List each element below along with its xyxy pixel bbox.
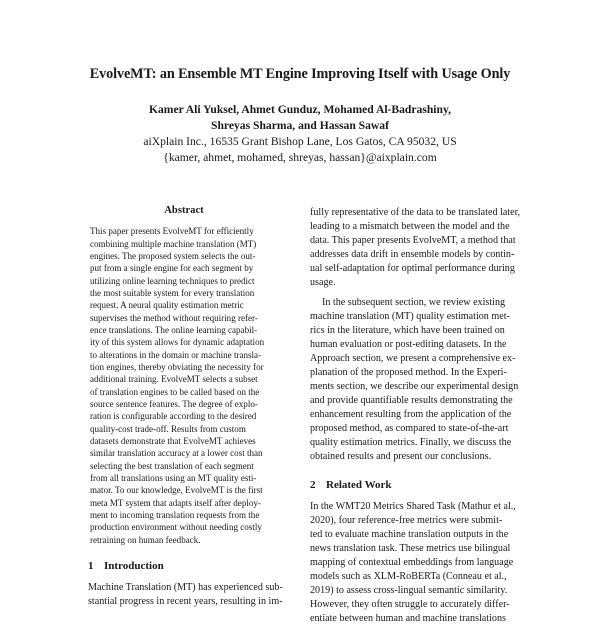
introduction-heading <box>88 560 280 573</box>
related-work-body <box>310 500 529 626</box>
emails: {kamer, ahmet, mohamed, shreyas, hassan}@aixplain.com <box>163 151 437 164</box>
abstract-line: ence translations. The online learning capabil- <box>90 324 258 335</box>
section-number: 1 <box>88 560 94 573</box>
intro-line: Machine Translation (MT) has experienced sub- <box>88 582 283 594</box>
abstract-line: tion engines, thereby obviating the necessity for <box>90 361 264 372</box>
body-line: rics in the literature, which have been trained on <box>310 325 505 336</box>
body-line: news translation task. These metrics use bilingual <box>310 543 511 554</box>
abstract-line: source sentence features. The degree of explo- <box>90 399 258 410</box>
abstract-line: production environment without needing costly <box>90 522 262 533</box>
body-line: addresses data drift in ensemble models by contin- <box>310 249 515 260</box>
body-line: fully representative of the data to be translated later, <box>310 207 521 218</box>
authors-line-2: Shreyas Sharma, and Hassan Sawaf <box>211 119 389 132</box>
authors-line-1: Kamer Ali Yuksel, Ahmet Gunduz, Mohamed Al-Badrashiny, <box>148 103 452 116</box>
body-line: In the WMT20 Metrics Shared Task (Mathur et al., <box>310 501 516 512</box>
body-line: enhancement resulting from the application of the <box>310 409 512 420</box>
section-title: Introduction <box>104 560 164 573</box>
body-line: In the subsequent section, we review existing <box>322 297 506 308</box>
affiliation: aiXplain Inc., 16535 Grant Bishop Lane, Los Gatos, CA 95032, US <box>143 135 457 148</box>
body-line: 2020), four reference-free metrics were submit- <box>310 515 503 526</box>
abstract-line: selecting the best translation of each segment <box>90 460 254 471</box>
author-block <box>0 102 600 166</box>
right-column <box>310 206 529 626</box>
body-line: proposed method, as compared to state-of-the-art <box>310 423 509 434</box>
abstract-line: additional training. EvolveMT selects a subset <box>90 374 258 385</box>
abstract-line: ration is configurable according to the desired <box>90 411 257 422</box>
paragraph-outline <box>310 296 529 464</box>
abstract-line: retraining on human feedback. <box>90 534 201 545</box>
abstract-line: ment to incoming translation requests from the <box>90 510 260 521</box>
abstract-line: engines. The proposed system selects the out- <box>90 250 256 261</box>
abstract-line: quality-cost trade-off. Results from custom <box>90 423 246 434</box>
body-line: leading to a mismatch between the model and the <box>310 221 510 232</box>
abstract-line: combining multiple machine translation (MT) <box>90 238 257 249</box>
abstract-line: put from a single engine for each segment by <box>90 263 254 274</box>
related-work-heading <box>310 478 529 492</box>
body-line: models such as XLM-RoBERTa (Conneau et al., <box>310 571 507 582</box>
body-line: Approach section, we present a comprehensive ex- <box>310 353 516 364</box>
abstract-line: ity of this system allows for dynamic adaptation <box>90 337 265 348</box>
abstract-line: the most suitable system for every translation <box>90 287 255 298</box>
abstract-line: utilizing online learning techniques to predict <box>90 275 255 286</box>
abstract-body <box>88 225 280 546</box>
body-line: usage. <box>310 277 336 288</box>
body-line: and provide quantifiable results demonstrating the <box>310 395 513 406</box>
body-line: planation of the proposed method. In the Experi- <box>310 367 507 378</box>
abstract-line: similar translation accuracy at a lower cost than <box>90 448 263 459</box>
abstract-line: request. A neural quality estimation metric <box>90 300 244 311</box>
abstract-line: from all translations using an MT quality esti- <box>90 473 257 484</box>
body-line: machine translation (MT) quality estimation met- <box>310 311 510 322</box>
abstract-line: mator. To our knowledge, EvolveMT is the first <box>90 485 263 496</box>
body-line: ual self-adaptation for optimal performance during <box>310 263 515 274</box>
abstract-line: This paper presents EvolveMT for efficiently <box>90 226 254 237</box>
abstract-line: meta MT system that adapts itself after deploy- <box>90 497 261 508</box>
body-line: obtained results and present our conclusions. <box>310 451 492 462</box>
body-line: quality estimation metrics. Finally, we discuss the <box>310 437 512 448</box>
body-line: 2019) to assess cross-lingual semantic similarity. <box>310 585 508 596</box>
abstract-line: supervises the method without requiring refer- <box>90 312 258 323</box>
body-line: data. This paper presents EvolveMT, a method that <box>310 235 516 246</box>
body-line: entiate between human and machine translations <box>310 613 506 624</box>
body-line: mapping of contextual embeddings from language <box>310 557 514 568</box>
abstract-heading: Abstract <box>164 205 204 216</box>
abstract-line: datasets demonstrate that EvolveMT achieves <box>90 436 256 447</box>
section-number: 2 <box>310 479 316 491</box>
intro-line: stantial progress in recent years, resulting in im- <box>88 596 283 608</box>
section-title: Related Work <box>326 479 392 491</box>
body-line: However, they often struggle to accurately differ- <box>310 599 510 610</box>
abstract-line: to alterations in the domain or machine transla- <box>90 349 262 360</box>
paper-title: EvolveMT: an Ensemble MT Engine Improving Itself with Usage Only <box>89 66 511 82</box>
abstract-line: of translation engines to be called based on the <box>90 386 260 397</box>
body-line: human evaluation or post-editing datasets. In the <box>310 339 507 350</box>
paragraph-data-drift <box>310 206 529 290</box>
introduction-body <box>88 581 283 609</box>
left-column <box>88 204 283 609</box>
body-line: ments section, we describe our experimental design <box>310 381 519 392</box>
body-line: ted to evaluate machine translation outputs in the <box>310 529 509 540</box>
